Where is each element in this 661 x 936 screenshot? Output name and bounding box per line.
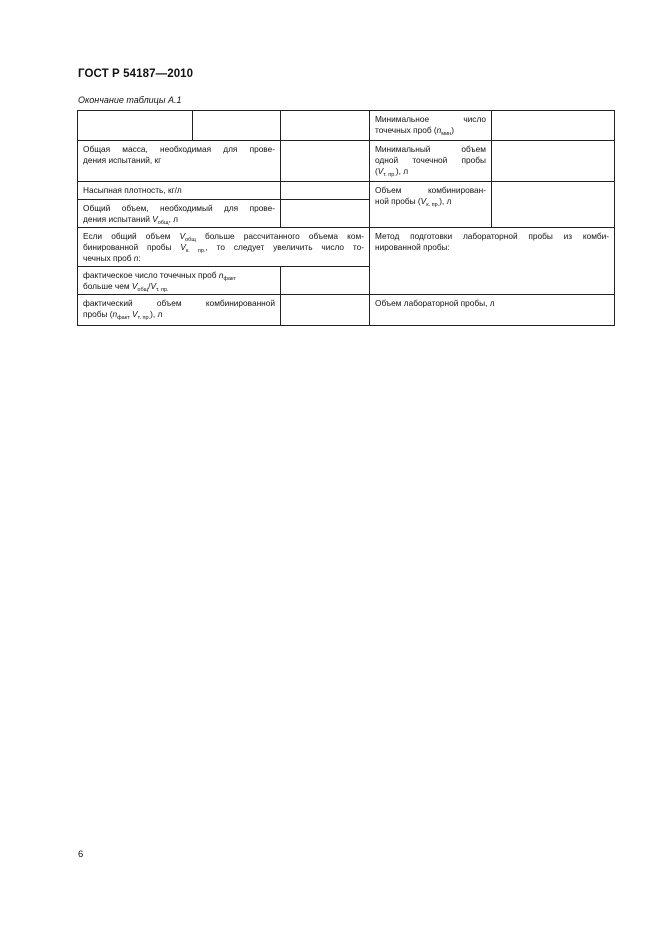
cell-empty	[280, 181, 370, 200]
cell-actual-points	[77, 266, 281, 295]
cell-condition	[77, 227, 370, 267]
condition-line1: Если общий объем $V_{общ}$ больше рассчитанного объема ком-	[83, 231, 364, 243]
cell-empty	[192, 110, 281, 141]
min-points-line1: Минимальное число	[375, 114, 486, 124]
cell-bulk-density: Насыпная плотность, кг/л	[77, 181, 281, 200]
page-number: 6	[78, 849, 84, 860]
cell-prep-method	[369, 227, 615, 295]
total-volume-line1: Общий объем, необходимый для прове-	[83, 203, 275, 213]
cell-lab-volume: Объем лабораторной пробы, л	[369, 294, 615, 326]
min-volume-line3: $(V_{т. пр.})$, л	[375, 166, 409, 178]
prep-method-line1: Метод подготовки лабораторной пробы из комби-	[375, 231, 609, 241]
cell-total-volume	[77, 199, 281, 228]
document-header: ГОСТ Р 54187—2010	[78, 68, 194, 80]
cell-empty	[280, 266, 370, 295]
cell-total-mass	[77, 140, 281, 182]
cell-min-points	[369, 110, 492, 141]
actual-volume-line1: фактический объем комбинированной	[83, 298, 275, 308]
prep-method-line2: нированной пробы:	[375, 242, 450, 252]
table-caption: Окончание таблицы А.1	[78, 95, 182, 105]
cell-min-volume	[369, 140, 492, 182]
total-mass-line1: Общая масса, необходимая для прове-	[83, 144, 275, 154]
cell-empty	[280, 140, 370, 182]
combined-volume-line2: ной пробы $(V_{к. пр.})$, л	[375, 196, 452, 208]
min-volume-line2: одной точечной пробы	[375, 155, 486, 165]
cell-empty	[491, 110, 615, 141]
cell-empty	[77, 110, 193, 141]
cell-actual-volume	[77, 294, 281, 326]
cell-empty	[280, 199, 370, 228]
cell-empty	[491, 181, 615, 228]
min-points-line2: точечных проб $(n_{мин})$	[375, 125, 454, 137]
cell-combined-volume	[369, 181, 492, 228]
cell-empty	[280, 294, 370, 326]
combined-volume-line1: Объем комбинирован-	[375, 185, 486, 195]
actual-volume-line2: пробы ($n_{факт}$ $V_{т. пр.}$), л	[83, 309, 163, 321]
actual-points-line2: больше чем $V_{общ}/V_{т. пр.}$	[83, 281, 169, 293]
total-volume-line2: дения испытаний $V_{общ}$, л	[83, 214, 178, 226]
cell-empty	[280, 110, 370, 141]
total-mass-line2: дения испытаний, кг	[83, 155, 162, 165]
condition-line3: чечных проб n:	[83, 253, 141, 263]
actual-points-line1: фактическое число точечных проб $n_{факт}$	[83, 270, 237, 282]
min-volume-line1: Минимальный объем	[375, 144, 486, 154]
condition-line2: бинированной пробы $V_{к. пр.}$, то следует увеличить число то-	[83, 242, 364, 254]
cell-empty	[491, 140, 615, 182]
table	[78, 111, 615, 327]
